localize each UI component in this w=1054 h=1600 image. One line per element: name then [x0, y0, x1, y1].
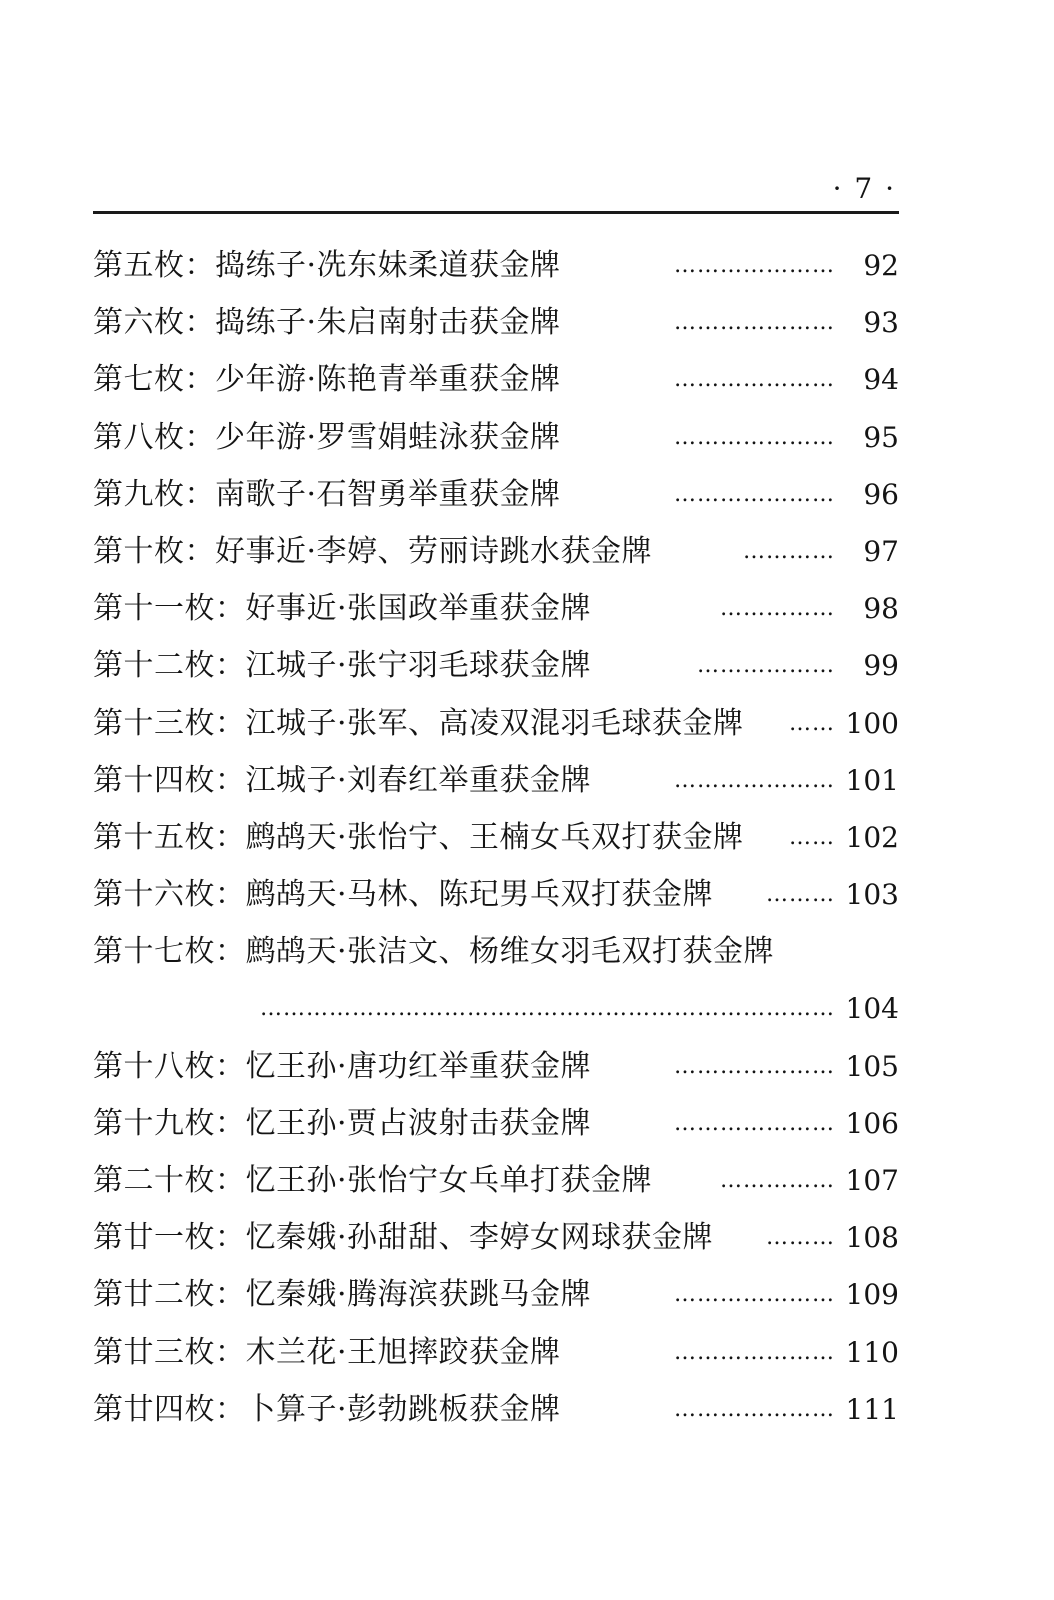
toc-entry-leader: ……………	[720, 1168, 835, 1194]
toc-entry-title: 第十六枚：鹧鸪天·马林、陈玘男乓双打获金牌	[93, 877, 714, 913]
toc-entry[interactable]	[93, 527, 899, 584]
toc-entry-leader: ………	[766, 1225, 835, 1251]
toc-entry-page: 107	[845, 1164, 899, 1198]
toc-entry-page: 106	[845, 1106, 899, 1140]
toc-entry-title: 第十枚：好事近·李婷、劳丽诗跳水获金牌	[93, 533, 653, 569]
toc-entry-title: 第十四枚：江城子·刘春红举重获金牌	[93, 762, 592, 798]
toc-entry-title: 第十九枚：忆王孙·贾占波射击获金牌	[93, 1105, 592, 1141]
header-rule	[93, 211, 899, 214]
toc-entry-page: 101	[845, 763, 899, 797]
toc-entry[interactable]	[93, 927, 899, 1041]
toc-entry-leader: …………………	[674, 424, 835, 450]
toc-entry-leader: ……	[789, 710, 835, 736]
toc-entry[interactable]	[93, 1385, 899, 1442]
toc-entry-leader: …………………………………………………………………	[260, 996, 835, 1022]
toc-entry-leader: …………………	[674, 1282, 835, 1308]
toc-entry-leader: …………………	[674, 481, 835, 507]
toc-entry-title: 第二十枚：忆王孙·张怡宁女乓单打获金牌	[93, 1163, 653, 1199]
toc-entry[interactable]	[93, 699, 899, 756]
toc-entry-page: 103	[845, 878, 899, 912]
toc-entry-title: 第八枚：少年游·罗雪娟蛙泳获金牌	[93, 419, 561, 455]
toc-entry-page: 93	[863, 306, 899, 340]
toc-entry[interactable]	[93, 1099, 899, 1156]
toc-entry[interactable]	[93, 584, 899, 641]
toc-entry-leader: …………………	[674, 1053, 835, 1079]
toc-entry-page: 96	[863, 477, 899, 511]
toc-entry-leader: …………………	[674, 1339, 835, 1365]
toc-entry[interactable]	[93, 756, 899, 813]
toc-entry-title: 第廿四枚：卜算子·彭勃跳板获金牌	[93, 1391, 561, 1427]
toc-entry-leader: …………………	[674, 310, 835, 336]
toc-entry[interactable]	[93, 298, 899, 355]
toc-entry-page: 102	[845, 820, 899, 854]
toc-entry[interactable]	[93, 1213, 899, 1270]
toc-entry[interactable]	[93, 241, 899, 298]
toc-entry-title: 第七枚：少年游·陈艳青举重获金牌	[93, 362, 561, 398]
toc-entry-leader: ………	[766, 882, 835, 908]
toc-entry[interactable]	[93, 1156, 899, 1213]
toc-entry-page: 98	[863, 592, 899, 626]
toc-entry-page: 94	[863, 363, 899, 397]
toc-entry[interactable]	[93, 1328, 899, 1385]
toc-entry[interactable]	[93, 355, 899, 412]
toc-entry-page: 99	[863, 649, 899, 683]
page-number: · 7 ·	[832, 172, 896, 205]
toc-entry-leader: …………………	[674, 253, 835, 278]
toc-entry[interactable]	[93, 413, 899, 470]
toc-entry-title: 第九枚：南歌子·石智勇举重获金牌	[93, 476, 561, 512]
toc-entry-page: 92	[863, 249, 899, 282]
toc-entry[interactable]	[93, 813, 899, 870]
toc-entry[interactable]	[93, 1042, 899, 1099]
toc-entry-page: 109	[845, 1278, 899, 1312]
toc-entry-title: 第十八枚：忆王孙·唐功红举重获金牌	[93, 1048, 592, 1084]
toc-entry-page: 95	[863, 420, 899, 454]
toc-entry-title: 第五枚：捣练子·冼东妹柔道获金牌	[93, 248, 561, 283]
toc-entry-page: 104	[845, 992, 899, 1026]
toc-entry-leader: …………………	[674, 1396, 835, 1422]
toc-entry[interactable]	[93, 870, 899, 927]
toc-entry-page: 108	[845, 1221, 899, 1255]
toc-entry-title: 第十一枚：好事近·张国政举重获金牌	[93, 591, 592, 627]
toc-entry-page: 97	[863, 534, 899, 568]
toc-entry-leader: …………………	[674, 767, 835, 793]
toc-entry[interactable]	[93, 470, 899, 527]
toc-entry-title: 第十七枚：鹧鸪天·张洁文、杨维女羽毛双打获金牌	[93, 934, 775, 970]
toc-entry-title: 第廿二枚：忆秦娥·腾海滨获跳马金牌	[93, 1277, 592, 1313]
toc-entry-title: 第十五枚：鹧鸪天·张怡宁、王楠女乓双打获金牌	[93, 819, 744, 855]
toc-entry-title: 第十二枚：江城子·张宁羽毛球获金牌	[93, 648, 592, 684]
toc-entry-page: 105	[845, 1049, 899, 1083]
toc-entry-page: 110	[845, 1335, 899, 1369]
toc-entry-page: 100	[845, 706, 899, 740]
toc-entry-leader: ……	[789, 824, 835, 850]
table-of-contents	[93, 241, 899, 1442]
toc-entry-title: 第廿三枚：木兰花·王旭摔跤获金牌	[93, 1334, 561, 1370]
toc-entry-title: 第六枚：捣练子·朱启南射击获金牌	[93, 305, 561, 341]
toc-entry[interactable]	[93, 1270, 899, 1327]
toc-entry-title: 第十三枚：江城子·张军、高凌双混羽毛球获金牌	[93, 705, 744, 741]
toc-entry-leader: …………………	[674, 1110, 835, 1136]
toc-entry[interactable]	[93, 641, 899, 698]
toc-entry-leader: …………	[743, 538, 835, 564]
toc-entry-title: 第廿一枚：忆秦娥·孙甜甜、李婷女网球获金牌	[93, 1220, 714, 1256]
toc-entry-leader: …………………	[674, 367, 835, 393]
toc-entry-leader: ……………	[720, 596, 835, 622]
toc-entry-page: 111	[845, 1392, 899, 1426]
toc-entry-leader: ………………	[697, 653, 835, 679]
